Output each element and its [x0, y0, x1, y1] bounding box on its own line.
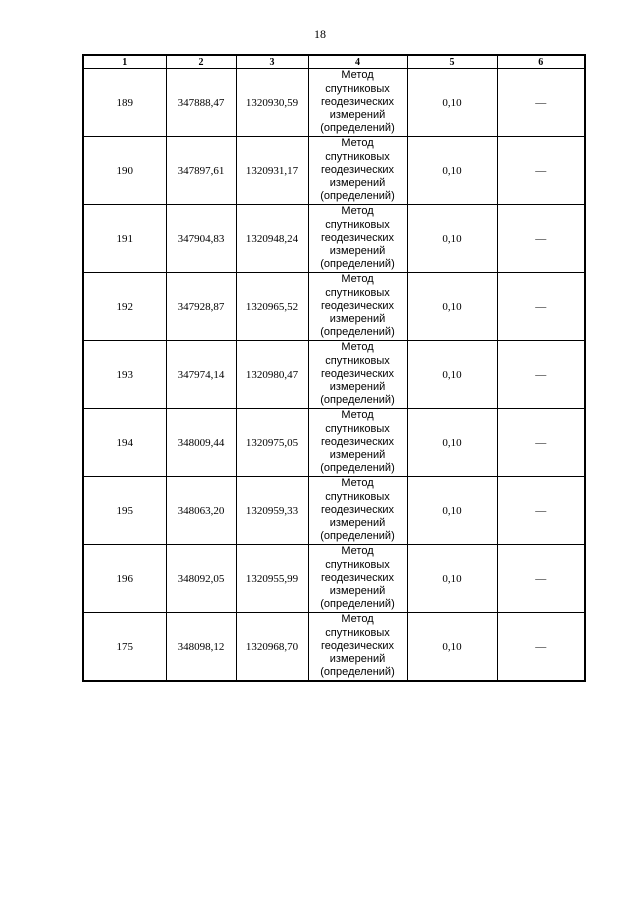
method-cell — [308, 205, 407, 273]
y-coordinate-cell: 1320930,59 — [236, 69, 308, 137]
accuracy-cell: 0,10 — [407, 477, 497, 545]
table-header-row — [83, 55, 585, 69]
method-line: спутниковых — [325, 150, 390, 163]
method-cell — [308, 341, 407, 409]
column-header-5: 5 — [407, 55, 497, 69]
column-header-6: 6 — [497, 55, 585, 69]
accuracy-cell: 0,10 — [407, 613, 497, 682]
method-cell — [308, 273, 407, 341]
table-row — [83, 137, 585, 205]
table-row — [83, 613, 585, 682]
y-coordinate-cell: 1320968,70 — [236, 613, 308, 682]
note-cell: — — [497, 409, 585, 477]
y-coordinate-cell: 1320980,47 — [236, 341, 308, 409]
point-id-cell: 196 — [83, 545, 166, 613]
method-cell — [308, 613, 407, 682]
method-line: Метод — [341, 613, 374, 626]
note-cell: — — [497, 205, 585, 273]
method-cell — [308, 545, 407, 613]
method-line: геодезических — [320, 299, 395, 312]
method-line: измерений — [329, 109, 386, 122]
x-coordinate-cell: 347928,87 — [166, 273, 236, 341]
coordinates-table — [82, 54, 586, 682]
method-line: спутниковых — [325, 286, 390, 299]
accuracy-cell: 0,10 — [407, 273, 497, 341]
point-id-cell: 194 — [83, 409, 166, 477]
method-line: спутниковых — [325, 354, 390, 367]
column-header-4: 4 — [308, 55, 407, 69]
method-line: геодезических — [320, 231, 395, 244]
method-line: спутниковых — [325, 558, 390, 571]
accuracy-cell: 0,10 — [407, 341, 497, 409]
y-coordinate-cell: 1320959,33 — [236, 477, 308, 545]
accuracy-cell: 0,10 — [407, 137, 497, 205]
method-line: Метод — [341, 137, 374, 150]
method-line: (определений) — [320, 394, 395, 407]
y-coordinate-cell: 1320975,05 — [236, 409, 308, 477]
method-line: Метод — [341, 409, 374, 422]
method-line: Метод — [341, 545, 374, 558]
method-line: (определений) — [320, 122, 395, 135]
method-line: (определений) — [320, 190, 395, 203]
method-line: спутниковых — [325, 82, 390, 95]
table-row — [83, 69, 585, 137]
method-line: Метод — [341, 273, 374, 286]
x-coordinate-cell: 347904,83 — [166, 205, 236, 273]
y-coordinate-cell: 1320965,52 — [236, 273, 308, 341]
table-row — [83, 409, 585, 477]
method-line: (определений) — [320, 462, 395, 475]
table-row — [83, 273, 585, 341]
method-cell — [308, 477, 407, 545]
x-coordinate-cell: 348098,12 — [166, 613, 236, 682]
x-coordinate-cell: 347897,61 — [166, 137, 236, 205]
method-line: геодезических — [320, 571, 395, 584]
x-coordinate-cell: 347974,14 — [166, 341, 236, 409]
method-line: измерений — [329, 653, 386, 666]
method-line: (определений) — [320, 598, 395, 611]
y-coordinate-cell: 1320948,24 — [236, 205, 308, 273]
note-cell: — — [497, 273, 585, 341]
method-line: измерений — [329, 245, 386, 258]
method-line: измерений — [329, 177, 386, 190]
point-id-cell: 193 — [83, 341, 166, 409]
note-cell: — — [497, 137, 585, 205]
note-cell: — — [497, 341, 585, 409]
method-line: измерений — [329, 517, 386, 530]
method-line: геодезических — [320, 163, 395, 176]
method-line: (определений) — [320, 530, 395, 543]
method-cell — [308, 137, 407, 205]
note-cell: — — [497, 613, 585, 682]
point-id-cell: 192 — [83, 273, 166, 341]
method-line: измерений — [329, 381, 386, 394]
column-header-2: 2 — [166, 55, 236, 69]
point-id-cell: 195 — [83, 477, 166, 545]
method-line: (определений) — [320, 666, 395, 679]
x-coordinate-cell: 348063,20 — [166, 477, 236, 545]
method-cell — [308, 409, 407, 477]
column-header-3: 3 — [236, 55, 308, 69]
method-line: Метод — [341, 69, 374, 82]
method-line: (определений) — [320, 326, 395, 339]
point-id-cell: 175 — [83, 613, 166, 682]
accuracy-cell: 0,10 — [407, 205, 497, 273]
method-line: спутниковых — [325, 422, 390, 435]
method-line: геодезических — [320, 367, 395, 380]
method-line: Метод — [341, 341, 374, 354]
table-row — [83, 545, 585, 613]
method-line: спутниковых — [325, 218, 390, 231]
method-line: измерений — [329, 449, 386, 462]
x-coordinate-cell: 348009,44 — [166, 409, 236, 477]
note-cell: — — [497, 545, 585, 613]
accuracy-cell: 0,10 — [407, 545, 497, 613]
method-cell — [308, 69, 407, 137]
method-line: спутниковых — [325, 626, 390, 639]
method-line: Метод — [341, 477, 374, 490]
method-line: измерений — [329, 313, 386, 326]
y-coordinate-cell: 1320955,99 — [236, 545, 308, 613]
note-cell: — — [497, 69, 585, 137]
point-id-cell: 189 — [83, 69, 166, 137]
method-line: Метод — [341, 205, 374, 218]
method-line: спутниковых — [325, 490, 390, 503]
method-line: (определений) — [320, 258, 395, 271]
accuracy-cell: 0,10 — [407, 69, 497, 137]
accuracy-cell: 0,10 — [407, 409, 497, 477]
table-row — [83, 477, 585, 545]
point-id-cell: 190 — [83, 137, 166, 205]
x-coordinate-cell: 347888,47 — [166, 69, 236, 137]
table-row — [83, 341, 585, 409]
table-row — [83, 205, 585, 273]
note-cell: — — [497, 477, 585, 545]
method-line: геодезических — [320, 639, 395, 652]
column-header-1: 1 — [83, 55, 166, 69]
method-line: измерений — [329, 585, 386, 598]
page-number: 18 — [314, 27, 326, 41]
method-line: геодезических — [320, 95, 395, 108]
method-line: геодезических — [320, 435, 395, 448]
x-coordinate-cell: 348092,05 — [166, 545, 236, 613]
method-line: геодезических — [320, 503, 395, 516]
y-coordinate-cell: 1320931,17 — [236, 137, 308, 205]
point-id-cell: 191 — [83, 205, 166, 273]
